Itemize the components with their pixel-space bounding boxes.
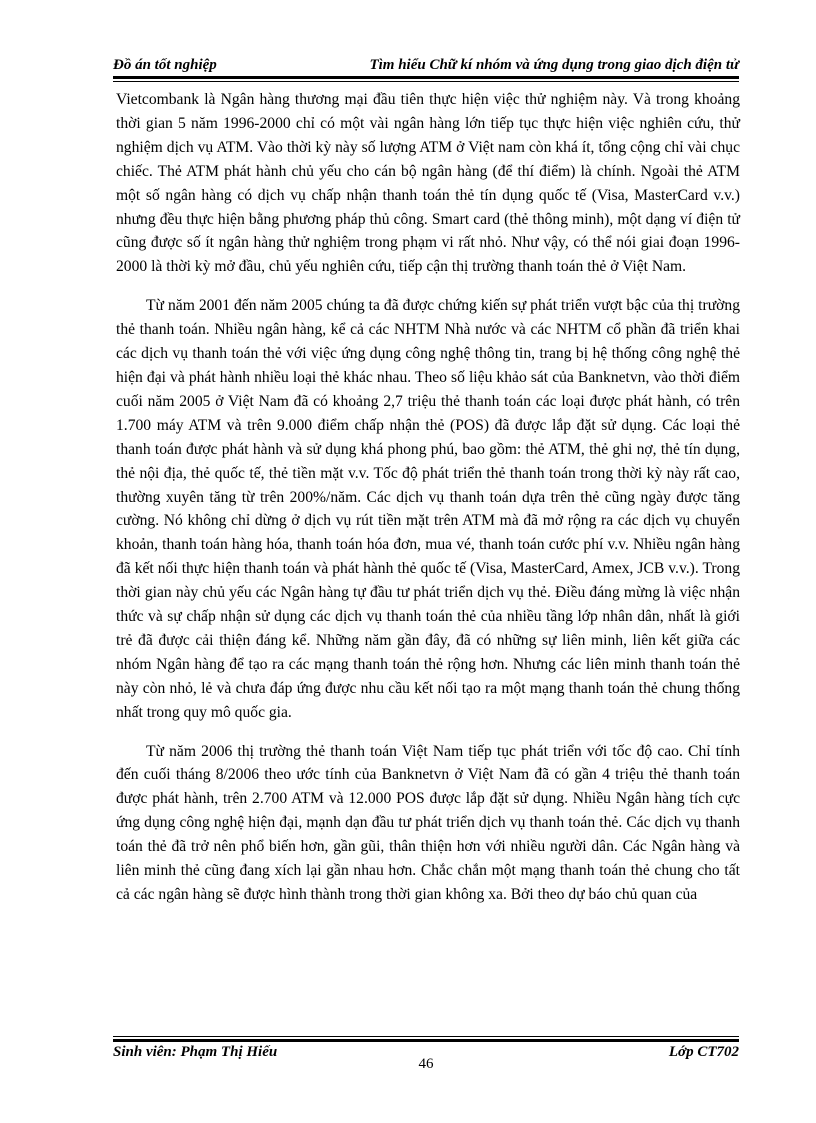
paragraph-2: Từ năm 2001 đến năm 2005 chúng ta đã được chứng kiến sự phát triển vượt bậc của thị trường thẻ thanh toán. Nhiều ngân hàng, kể cả các NHTM Nhà nước và các NHTM cổ phần đã triển khai các dịch vụ thanh toán thẻ với việc ứng dụng công nghệ thông tin, trang bị hệ thống công nghệ thẻ hiện đại và phát hành nhiều loại thẻ khác nhau. Theo số liệu khảo sát của Banknetvn, vào thời điểm cuối năm 2005 ở Việt Nam đã có khoảng 2,7 triệu thẻ thanh toán các loại được phát hành, có trên 1.700 máy ATM và trên 9.000 điểm chấp nhận thẻ (POS) đã được lắp đặt sử dụng. Các loại thẻ thanh toán được phát hành và sử dụng khá phong phú, bao gồm: thẻ ATM, thẻ ghi nợ, thẻ tín dụng, thẻ nội địa, thẻ quốc tế, thẻ tiền mặt v.v. Tốc độ phát triển thẻ thanh toán trong thời kỳ này rất cao, thường xuyên tăng từ trên 200%/năm. Các dịch vụ thanh toán dựa trên thẻ cũng ngày được tăng cường. Nó không chỉ dừng ở dịch vụ rút tiền mặt trên ATM mà đã mở rộng ra các dịch vụ chuyển khoản, thanh toán hàng hóa, thanh toán hóa đơn, mua vé, thanh toán cước phí v.v. Nhiều ngân hàng đã kết nối thực hiện thanh toán và phát hành thẻ quốc tế (Visa, MasterCard, Amex, JCB v.v.). Trong thời gian này chủ yếu các Ngân hàng tự đầu tư phát triển dịch vụ thẻ. Điều đáng mừng là việc nhận thức và sự chấp nhận sử dụng các dịch vụ thanh toán thẻ của nhiều tầng lớp nhân dân, nhất là giới trẻ đã được cải thiện đáng kể. Những năm gần đây, đã có những sự liên minh, liên kết giữa các nhóm Ngân hàng để tạo ra các mạng thanh toán thẻ rộng hơn. Nhưng các liên minh thanh toán thẻ này còn nhỏ, lẻ và chưa đáp ứng được nhu cầu kết nối tạo ra một mạng thanh toán thẻ chung thống nhất trong quy mô quốc gia. (116, 297, 740, 721)
footer-rule-thin (113, 1036, 739, 1037)
page-header (113, 54, 739, 80)
page-number: 46 (418, 1056, 434, 1072)
footer-rule-thick (113, 1039, 739, 1042)
header-rule-thick (113, 76, 739, 79)
footer-class-code: Lớp CT702 (668, 1044, 739, 1060)
paragraph-1: Vietcombank là Ngân hàng thương mại đầu tiên thực hiện việc thử nghiệm này. Và trong khoảng thời gian 5 năm 1996-2000 chỉ có một vài ngân hàng lớn tiếp tục thực hiện việc nghiên cứu, thử nghiệm dịch vụ ATM. Vào thời kỳ này số lượng ATM ở Việt nam còn khá ít, tổng cộng chỉ vài chục chiếc. Thẻ ATM phát hành chủ yếu cho cán bộ ngân hàng (để thí điểm) là chính. Ngoài thẻ ATM một số ngân hàng có dịch vụ chấp nhận thanh toán thẻ tín dụng quốc tế (Visa, MasterCard v.v.) nhưng đều thực hiện bằng phương pháp thủ công. Smart card (thẻ thông minh), một dạng ví điện tử cũng được số ít ngân hàng thử nghiệm trong phạm vi rất nhỏ. Như vậy, có thể nói giai đoạn 1996-2000 là thời kỳ mở đầu, chủ yếu nghiên cứu, tiếp cận thị trường thanh toán thẻ ở Việt Nam. (116, 91, 740, 276)
header-thesis-title: Tìm hiểu Chữ kí nhóm và ứng dụng trong giao dịch điện tử (369, 57, 739, 73)
header-thesis-label: Đồ án tốt nghiệp (113, 57, 217, 73)
paragraph-3: Từ năm 2006 thị trường thẻ thanh toán Việt Nam tiếp tục phát triển với tốc độ cao. Chỉ tính đến cuối tháng 8/2006 theo ước tính của Banknetvn ở Việt Nam đã có gần 4 triệu thẻ thanh toán được phát hành, trên 2.700 ATM và 12.000 POS được lắp đặt sử dụng. Nhiều Ngân hàng tích cực ứng dụng công nghệ hiện đại, mạnh dạn đầu tư phát triển dịch vụ thanh toán thẻ. Các dịch vụ thanh toán thẻ đã trở nên phổ biến hơn, gần gũi, thân thiện hơn với nhiều người dân. Các Ngân hàng và liên minh thẻ cũng đang xích lại gần nhau hơn. Chắc chắn một mạng thanh toán thẻ chung cho tất cả các ngân hàng sẽ được hình thành trong thời gian không xa. Bởi theo dự báo chủ quan của (116, 742, 740, 903)
page-footer (113, 1036, 739, 1076)
body-text (116, 88, 740, 922)
header-rule-thin (113, 81, 739, 82)
footer-student-name: Sinh viên: Phạm Thị Hiếu (113, 1044, 278, 1060)
